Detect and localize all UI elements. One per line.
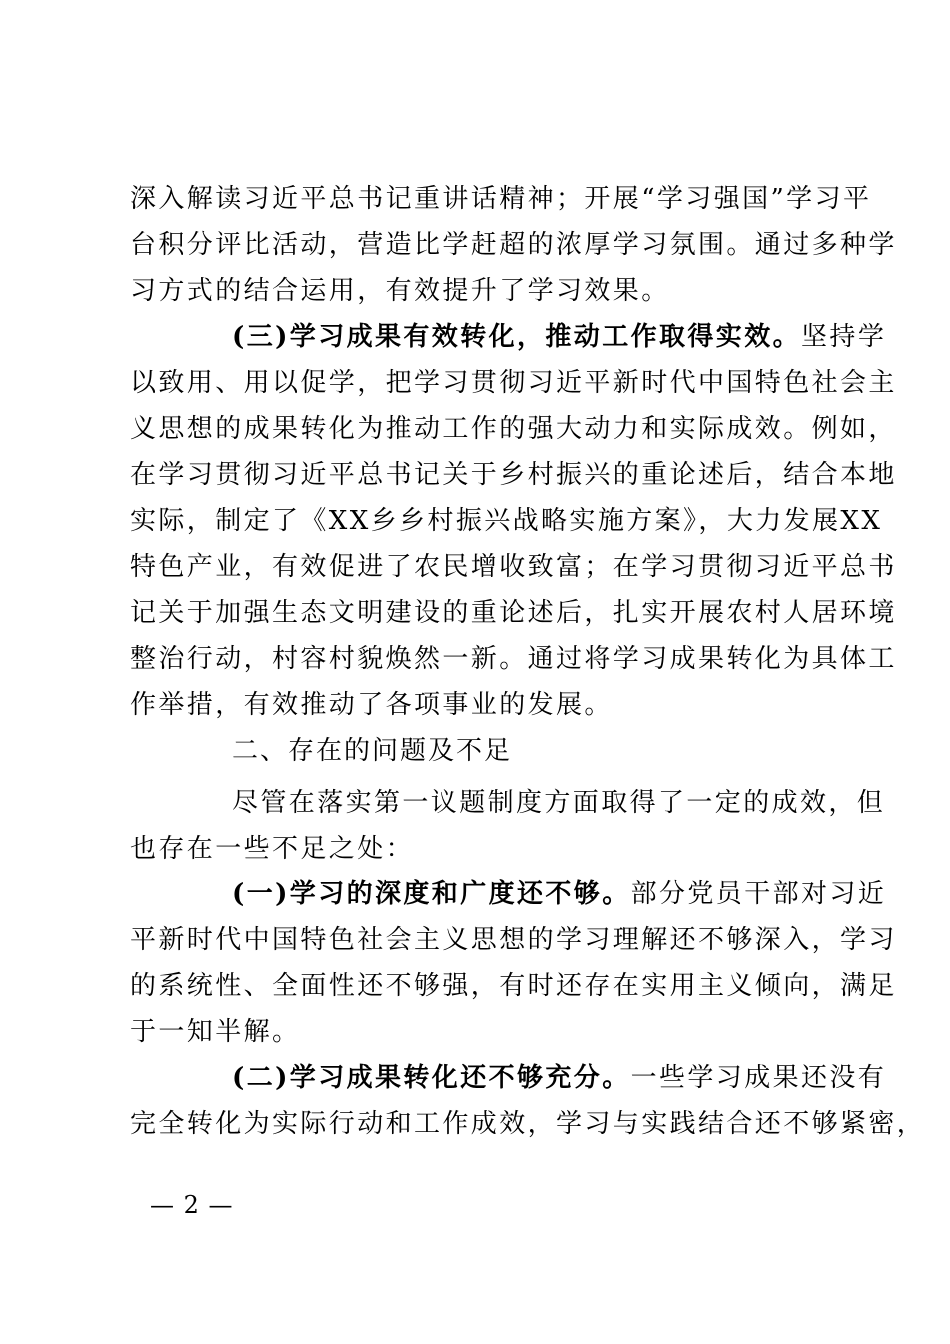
text-line: 义思想的成果转化为推动工作的强大动力和实际成效。例如， — [130, 414, 897, 444]
problem-2-lead-text: 一些学习成果还没有 — [630, 1063, 887, 1093]
paragraph-intro — [130, 780, 886, 872]
text-line: 深入解读习近平总书记重讲话精神；开展“学习强国”学习平 — [130, 184, 872, 214]
section-3-lead-text: 坚持学 — [801, 322, 887, 352]
paragraph-problem-2 — [130, 1055, 926, 1147]
text-line: 也存在一些不足之处： — [130, 834, 415, 864]
paragraph-continuation — [130, 176, 897, 314]
part-2-heading: 二、存在的问题及不足 — [232, 736, 513, 766]
page-number: — 2 — — [150, 1191, 234, 1219]
text-line: 台积分评比活动，营造比学赶超的浓厚学习氛围。通过多种学 — [130, 230, 897, 260]
text-line: 记关于加强生态文明建设的重论述后，扎实开展农村人居环境 — [130, 598, 897, 628]
text-line: 以致用、用以促学，把学习贯彻习近平新时代中国特色社会主 — [130, 368, 897, 398]
text-line: 完全转化为实际行动和工作成效，学习与实践结合还不够紧密， — [130, 1109, 926, 1139]
paragraph-lead-line — [130, 314, 887, 360]
paragraph-section-3 — [130, 314, 897, 728]
paragraph-lead-line — [130, 1055, 887, 1101]
problem-1-heading: (一)学习的深度和广度还不够。 — [232, 879, 631, 909]
text-line: 于一知半解。 — [130, 1017, 301, 1047]
paragraph-lead-line — [130, 871, 887, 917]
text-line: 在学习贯彻习近平总书记关于乡村振兴的重论述后，结合本地 — [130, 460, 897, 490]
text-line: 作举措，有效推动了各项事业的发展。 — [130, 690, 613, 720]
text-line: 尽管在落实第一议题制度方面取得了一定的成效，但 — [232, 788, 886, 818]
text-line: 的系统性、全面性还不够强，有时还存在实用主义倾向，满足 — [130, 971, 897, 1001]
problem-1-lead-text: 部分党员干部对习近 — [630, 879, 887, 909]
problem-2-heading: (二)学习成果转化还不够充分。 — [232, 1063, 631, 1093]
text-line: 整治行动，村容村貌焕然一新。通过将学习成果转化为具体工 — [130, 644, 897, 674]
text-line: 特色产业，有效促进了农民增收致富；在学习贯彻习近平总书 — [130, 552, 897, 582]
paragraph-problem-1 — [130, 871, 897, 1055]
text-line: 实际，制定了《XX乡乡村振兴战略实施方案》，大力发展XX — [130, 506, 883, 536]
section-3-heading: (三)学习成果有效转化，推动工作取得实效。 — [232, 322, 802, 352]
text-line: 平新时代中国特色社会主义思想的学习理解还不够深入，学习 — [130, 925, 897, 955]
text-line: 习方式的结合运用，有效提升了学习效果。 — [130, 276, 670, 306]
